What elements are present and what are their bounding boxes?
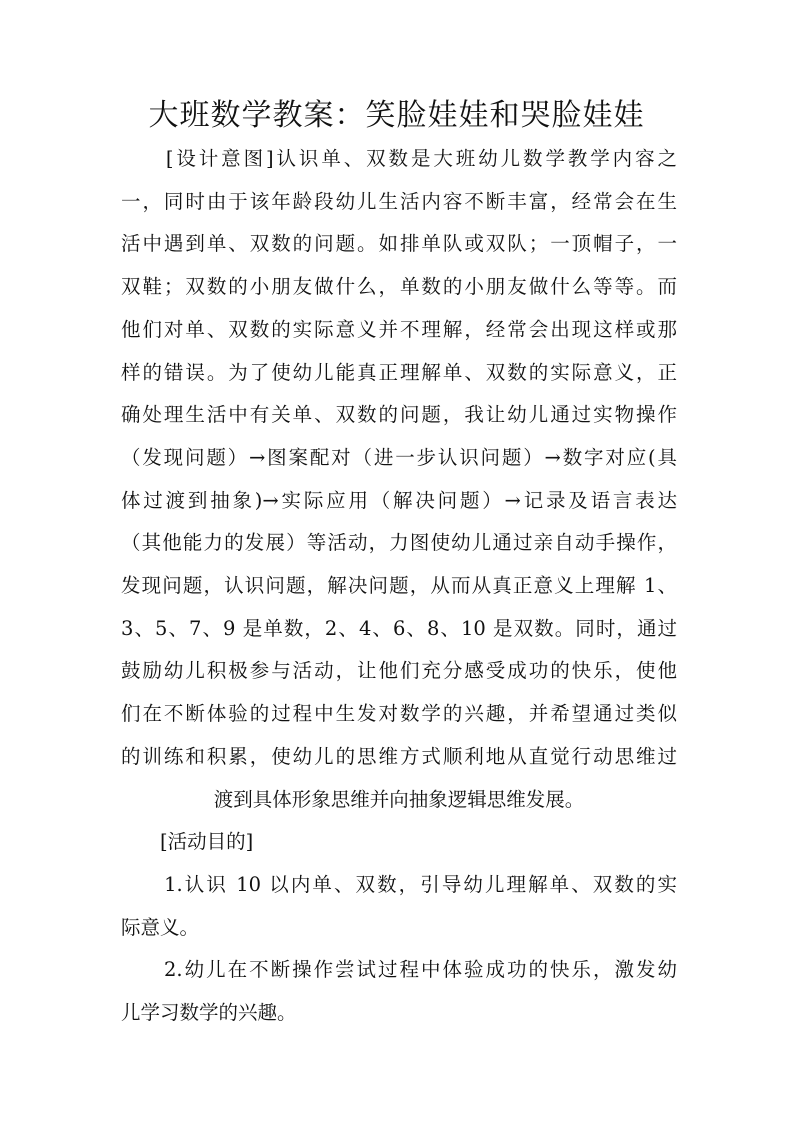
document-body xyxy=(121,138,677,1035)
paragraph-line: （发现问题）→图案配对（进一步认识问题）→数字对应(具 xyxy=(121,445,677,469)
paragraph-line: 体过渡到抽象)→实际应用（解决问题）→记录及语言表达 xyxy=(121,488,677,512)
paragraph-line: 1.认识 10 以内单、双数，引导幼儿理解单、双数的实 xyxy=(121,872,677,896)
paragraph-line: 的训练和积累，使幼儿的思维方式顺利地从直觉行动思维过 xyxy=(121,744,677,768)
paragraph-line: 活中遇到单、双数的问题。如排单队或双队；一顶帽子，一 xyxy=(121,232,677,256)
objective-item-2 xyxy=(121,949,677,1034)
objective-item-1 xyxy=(121,864,677,949)
design-intent-paragraph xyxy=(121,138,677,821)
paragraph-line: 际意义。 xyxy=(121,915,200,939)
paragraph-line: 2.幼儿在不断操作尝试过程中体验成功的快乐，激发幼 xyxy=(121,958,677,982)
paragraph-line: 他们对单、双数的实际意义并不理解，经常会出现这样或那 xyxy=(121,317,677,341)
paragraph-line: 3、5、7、9 是单数，2、4、6、8、10 是双数。同时，通过 xyxy=(121,616,677,640)
paragraph-line: 样的错误。为了使幼儿能真正理解单、双数的实际意义，正 xyxy=(121,360,677,384)
paragraph-line: 确处理生活中有关单、双数的问题，我让幼儿通过实物操作 xyxy=(121,403,677,427)
paragraph-line: 渡到具体形象思维并向抽象逻辑思维发展。 xyxy=(213,787,585,811)
paragraph-line: [设计意图]认识单、双数是大班幼儿数学教学内容之 xyxy=(121,147,677,170)
paragraph-line: 儿学习数学的兴趣。 xyxy=(121,1001,297,1025)
paragraph-line: 双鞋；双数的小朋友做什么，单数的小朋友做什么等等。而 xyxy=(121,275,677,299)
paragraph-line: 发现问题，认识问题，解决问题，从而从真正意义上理解 1、 xyxy=(121,574,677,598)
paragraph-line: 们在不断体验的过程中生发对数学的兴趣，并希望通过类似 xyxy=(121,702,677,726)
paragraph-line: 鼓励幼儿积极参与活动，让他们充分感受成功的快乐，使他 xyxy=(121,659,677,683)
paragraph-line: 一，同时由于该年龄段幼儿生活内容不断丰富，经常会在生 xyxy=(121,189,677,213)
objectives-heading: [活动目的] xyxy=(121,830,254,854)
paragraph-line: （其他能力的发展）等活动，力图使幼儿通过亲自动手操作， xyxy=(121,531,677,555)
document-title: 大班数学教案：笑脸娃娃和哭脸娃娃 xyxy=(148,98,645,133)
